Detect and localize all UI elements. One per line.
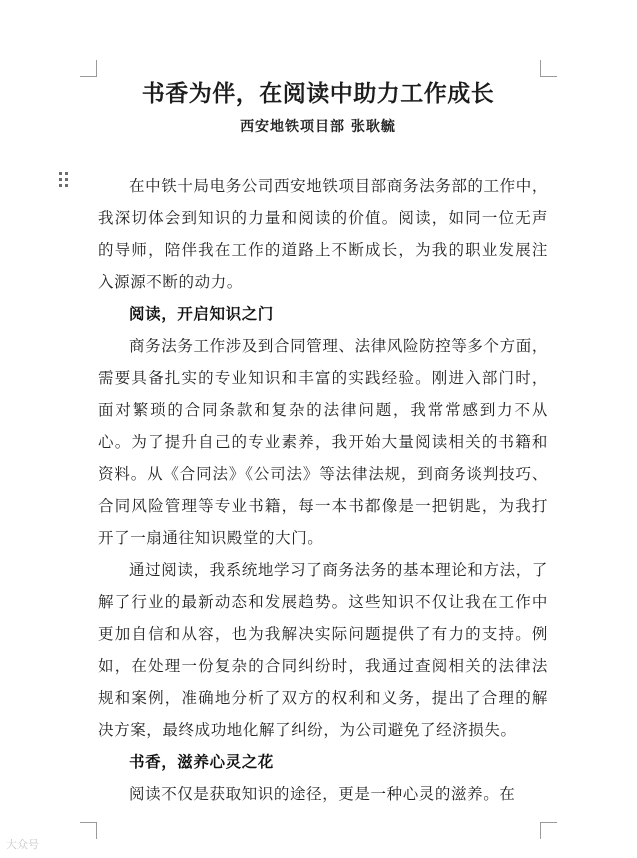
document-byline: 西安地铁项目部 张耿毓 — [240, 119, 396, 135]
section-heading: 书香，滋养心灵之花 — [129, 753, 274, 771]
drag-handle-icon[interactable] — [59, 172, 69, 188]
crop-mark-bottom-right — [540, 822, 557, 839]
section-heading: 阅读，开启知识之门 — [129, 305, 274, 323]
watermark: 大众号 — [6, 838, 39, 851]
document-title: 书香为伴，在阅读中助力工作成长 — [141, 80, 495, 107]
crop-mark-top-left — [80, 60, 97, 77]
body-paragraph: 阅读不仅是获取知识的途径，更是一种心灵的滋养。在 — [129, 785, 516, 803]
crop-mark-bottom-left — [80, 822, 97, 839]
body-paragraph: 商务法务工作涉及到合同管理、法律风险防控等多个方面，需要具备扎实的专业知识和丰富的实践经验。刚进入部门时，面对繁琐的合同条款和复杂的法律问题，我常常感到力不从心。为了提升自己的专业素养，我开始大量阅读相关的书籍和资料。从《合同法》《公司法》等法律法规，到商务谈判技巧、合同风险管理等专业书籍，每一本书都像是一把钥匙，为我打开了一扇通往知识殿堂的大门。 — [98, 337, 548, 547]
body-paragraph: 在中铁十局电务公司西安地铁项目部商务法务部的工作中，我深切体会到知识的力量和阅读的价值。阅读，如同一位无声的导师，陪伴我在工作的道路上不断成长，为我的职业发展注入源源不断的动力。 — [98, 177, 548, 291]
body-paragraph: 通过阅读，我系统地学习了商务法务的基本理论和方法，了解了行业的最新动态和发展趋势。这些知识不仅让我在工作中更加自信和从容，也为我解决实际问题提供了有力的支持。例如，在处理一份复杂的合同纠纷时，我通过查阅相关的法律法规和案例，准确地分析了双方的权利和义务，提出了合理的解决方案，最终成功地化解了纠纷，为公司避免了经济损失。 — [98, 561, 548, 739]
crop-mark-top-right — [540, 60, 557, 77]
document-body — [98, 170, 548, 810]
